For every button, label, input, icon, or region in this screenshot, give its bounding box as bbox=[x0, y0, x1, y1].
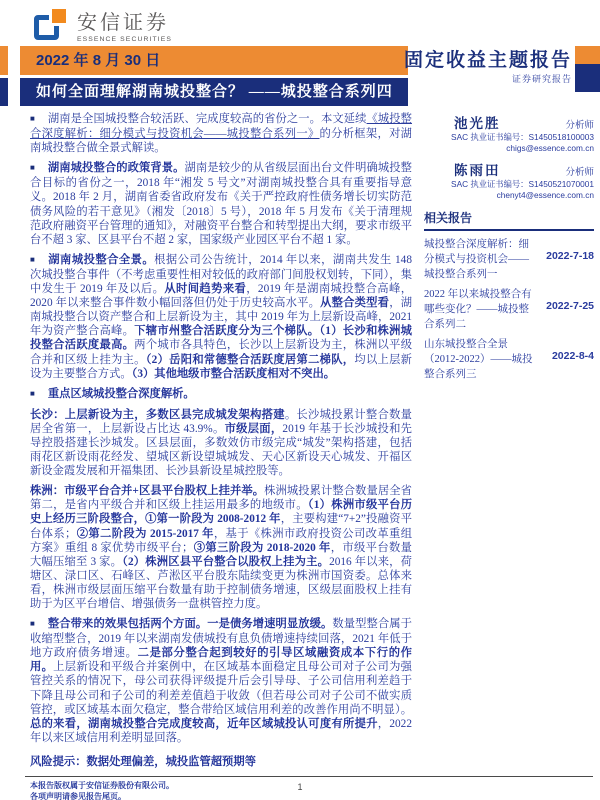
report-title: 如何全面理解湖南城投整合？ ——城投整合系列四 bbox=[20, 78, 408, 106]
analyst-name-row bbox=[424, 112, 594, 132]
analyst-role: 分析师 bbox=[565, 168, 594, 178]
body-paragraph bbox=[30, 408, 412, 478]
report-date: 2022 年 8 月 30 日 bbox=[20, 46, 408, 75]
text-segment: 市级层面， bbox=[224, 422, 283, 435]
report-series-link[interactable]: 《城投整合深度解析：细分模式与投资机会——城投整合系列一》 bbox=[30, 113, 412, 141]
text-segment: 整合带来的效果包括两个方面。一是债务增速明显放缓。 bbox=[47, 618, 333, 631]
body-paragraph bbox=[30, 253, 412, 381]
report-type-label: 固定收益主题报告 bbox=[403, 50, 572, 71]
text-segment: 的分析框架，对湖南城投整合做全景式解读。 bbox=[30, 128, 412, 155]
report-body bbox=[30, 112, 412, 775]
brand-logo-icon bbox=[34, 7, 68, 43]
footer-divider bbox=[25, 776, 593, 777]
decor-right-navy-block bbox=[575, 64, 600, 92]
analyst-card bbox=[424, 112, 594, 154]
analyst-name-row bbox=[424, 159, 594, 179]
bullet-icon: ■ bbox=[30, 619, 35, 629]
text-segment: ，基于《株洲市政府投资公司改革重组方案》重组 8 家优势市级平台； bbox=[30, 527, 412, 554]
text-segment: 根据公司公告统计，2014 年以来，湖南共发生 148 次城投整合事件（不考虑重要性相对较低的政府部门间股权划转，下同），集中发生于 2019 年及以后。 bbox=[30, 253, 412, 296]
text-segment: ，市级平台数量大幅压缩至 3 家。 bbox=[30, 541, 412, 568]
related-reports bbox=[424, 209, 594, 382]
text-segment: 数量型整合属于收缩型整合，2019 年以来湖南发债城投有息负债增速持续回落，2021 年低于地方政府债务增速。 bbox=[30, 618, 412, 660]
text-segment: ③第三阶段为 2018-2020 年 bbox=[193, 541, 331, 554]
analyst-card bbox=[424, 159, 594, 201]
related-report-title: 山东城投整合全景（2012-2022）——城投整合系列三 bbox=[424, 339, 533, 380]
bullet-icon: ■ bbox=[30, 114, 35, 123]
text-segment: 湖南城投整合全景。 bbox=[48, 253, 155, 266]
brand-name-cn: 安信证券 bbox=[77, 12, 169, 34]
brand-name-en: ESSENCE SECURITIES bbox=[77, 36, 172, 43]
bullet-icon: ■ bbox=[30, 388, 35, 398]
text-segment: ②第二阶段为 2015-2017 年 bbox=[76, 527, 214, 540]
text-segment: 两个城市各具特色，长沙以上层新设为主，株洲以平级合并和区级上挂为主。 bbox=[30, 339, 412, 366]
text-segment: 下辖市州整合活跃度分为三个梯队。（1）长沙和株洲城投整合活跃度最高。 bbox=[30, 325, 412, 352]
page-number: 1 bbox=[297, 782, 303, 792]
text-segment: （2）岳阳和常德整合活跃度居第二梯队， bbox=[145, 353, 355, 366]
text-segment: 湖南城投整合的政策背景。 bbox=[47, 162, 185, 175]
analyst-email: chenyt4@essence.com.cn bbox=[496, 190, 594, 200]
body-paragraph bbox=[30, 112, 412, 155]
text-segment: （1）株洲市级平台历史上经历三阶段整合，①第一阶段为 2008-2012 年 bbox=[30, 499, 412, 526]
related-report-date: 2022-8-4 bbox=[551, 350, 594, 362]
analyst-role: 分析师 bbox=[565, 121, 594, 131]
report-subtype-label: 证券研究报告 bbox=[511, 74, 572, 84]
text-segment: 风险提示：数据处理偏差，城投监管超预期等 bbox=[30, 755, 256, 768]
text-segment: 株洲城投累计整合数量居全省第二，是省内平级合并和区级上挂运用最多的地级市。 bbox=[30, 485, 412, 512]
text-segment: 从整合类型看 bbox=[320, 297, 390, 310]
text-segment: 上层新设和平级合并案例中，在区域基本面稳定且母公司对子公司为强管控关系的情况下，母公司获得评级提升后会引导母、子公司信用利差趋于下降且母公司和子公司的利差差值趋于收敛（但若母公司对子公司不做实质管控，或区域基本面欠稳定，整合带给区域信用利差的改善作用尚不明显）。 bbox=[30, 661, 412, 716]
text-segment: 株洲：市级平台合并+区县平台股权上挂并举。 bbox=[30, 485, 265, 498]
analyst-sac-number: SAC 执业证书编号：S1450518100003 bbox=[451, 132, 594, 142]
related-report-title: 2022 年以来城投整合有哪些变化？——城投整合系列二 bbox=[424, 289, 532, 330]
analyst-name: 陈雨田 bbox=[454, 163, 501, 178]
body-paragraph bbox=[30, 387, 412, 402]
related-report-item bbox=[424, 287, 594, 332]
text-segment: 湖南是全国城投整合较活跃、完成度较高的省份之一。本文延续 bbox=[47, 113, 367, 125]
text-segment: 从时间趋势来看 bbox=[164, 283, 247, 296]
brand-name-block bbox=[77, 6, 172, 43]
analyst-sac-number: SAC 执业证书编号：S1450521070001 bbox=[451, 179, 594, 189]
text-segment: 均以上层新设为主要整合方式。 bbox=[30, 353, 412, 380]
logo-orange-square bbox=[52, 9, 66, 23]
text-segment: ，2022 年以来区域信用利差明显回落。 bbox=[30, 717, 412, 744]
text-segment: （3）其他地级市整合活跃度相对不突出。 bbox=[131, 367, 336, 380]
bullet-icon: ■ bbox=[30, 254, 36, 264]
body-paragraph bbox=[30, 755, 412, 769]
text-segment: ，湖南城投整合以资产整合和上层新设为主，其中 2019 年为上层新设高峰，2021 年为资产整合高峰。 bbox=[30, 297, 412, 338]
text-segment: ，2019 年是湖南城投整合高峰，2020 年以来整合事件数小幅回落但仍处于历史较高水平。 bbox=[30, 283, 413, 310]
related-reports-heading: 相关报告 bbox=[424, 209, 594, 231]
text-segment: ，主要构建“7+2”投融资平台体系； bbox=[30, 513, 412, 540]
analyst-name: 池光胜 bbox=[454, 116, 501, 131]
decor-left-navy-block bbox=[0, 78, 8, 106]
related-reports-list bbox=[424, 237, 594, 382]
related-report-item bbox=[424, 337, 594, 382]
text-segment: 2019 年基于长沙城投和先导控股搭建长沙城发。区县层面，多数效仿市级完成“城发”架构搭建，包括雨花区新设雨花经发、望城区新设望城城发、天心区新设天心城发、开福区新设金霞发展和开福集团、长沙县新设星城控股等。 bbox=[30, 422, 412, 478]
footer-copyright: 本报告版权属于安信证券股份有限公司。 bbox=[30, 781, 174, 790]
related-report-item bbox=[424, 237, 594, 282]
analyst-list bbox=[424, 112, 594, 201]
bullet-icon: ■ bbox=[30, 163, 35, 173]
body-paragraph bbox=[30, 617, 412, 745]
brand-logo bbox=[34, 6, 172, 43]
related-report-date: 2022-7-25 bbox=[546, 300, 594, 312]
text-segment: 2016 年以来，荷塘区、渌口区、石峰区、芦淞区平台股东陆续变更为株洲市国资委。总体来看，株洲市级层面压缩平台数量有助于控制债务增速，区级层面股权上挂有助于为区平台增信、增强债务一盘棋管控力度。 bbox=[30, 555, 412, 610]
body-paragraph bbox=[30, 484, 412, 611]
report-sidebar bbox=[424, 112, 594, 387]
text-segment: 湖南是较少的从省级层面出台文件明确城投整合目标的省份之一，2018 年“湘发 5 号文”对湖南城投整合具有重要指导意义。2018 年 2 月，湖南省委省政府发布《关于严控政府性债务增长切实防范债务风险的若干意见》（湘发〔2018〕5 号），2018 年 5 月发布《关于清理规范政府融资平台管理的通知》，对融资平台整合和转型提出大纲，要求市级平台不超 3 家、区县平台不超 2 家，国家级产业园区平台不超 1 家。 bbox=[30, 162, 412, 246]
decor-left-orange-block bbox=[0, 46, 8, 75]
footer-disclaimer: 各项声明请参见报告尾页。 bbox=[30, 791, 126, 800]
decor-right-orange-block bbox=[575, 46, 600, 64]
analyst-email: chigs@essence.com.cn bbox=[506, 143, 594, 153]
text-segment: 重点区域城投整合深度解析。 bbox=[47, 387, 195, 400]
related-report-title: 城投整合深度解析：细分模式与投资机会——城投整合系列一 bbox=[424, 239, 529, 280]
text-segment: 二是部分整合起到较好的引导区域融资成本下行的作用。 bbox=[30, 647, 412, 674]
body-paragraph bbox=[30, 161, 412, 247]
text-segment: （2）株洲区县平台整合以股权上挂为主。 bbox=[122, 555, 330, 568]
text-segment: 总的来看，湖南城投整合完成度较高，近年区域城投认可度有所提升 bbox=[30, 717, 378, 730]
text-segment: 。长沙城投累计整合数量居全省第一，上层新设占比达 43.9%。 bbox=[30, 408, 412, 435]
related-report-date: 2022-7-18 bbox=[546, 250, 594, 262]
text-segment: 长沙：上层新设为主，多数区县完成城发架构搭建 bbox=[30, 408, 285, 421]
